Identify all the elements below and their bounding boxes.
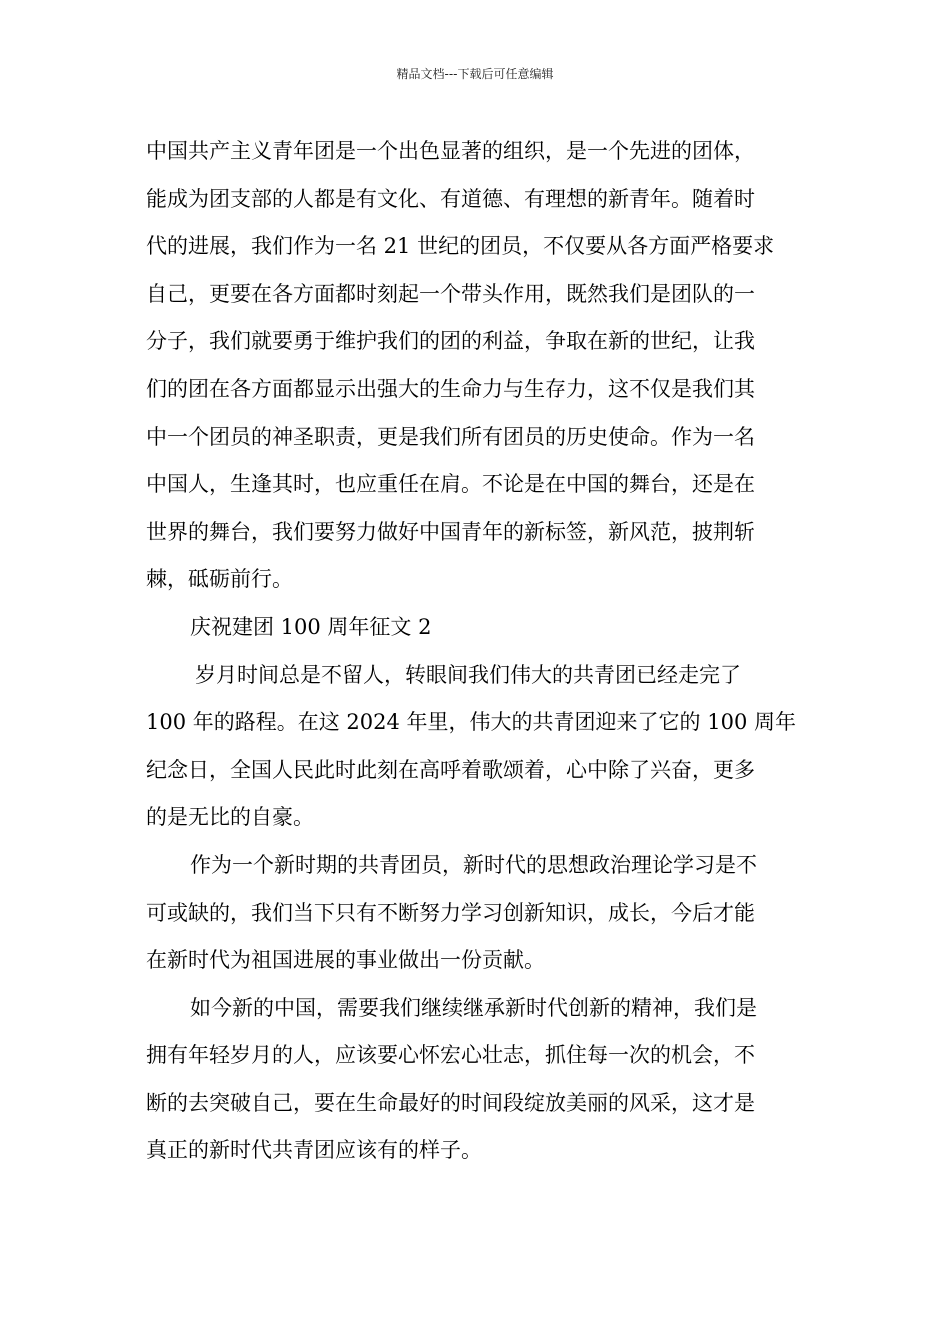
text-line: 们的团在各方面都显示出强大的生命力与生存力，这不仅是我们其 bbox=[146, 376, 755, 401]
text-line: 能成为团支部的人都是有文化、有道德、有理想的新青年。随着时 bbox=[146, 186, 755, 211]
text-line: 中国共产主义青年团是一个出色显著的组织，是一个先进的团体， bbox=[146, 139, 755, 163]
text-line: 如今新的中国，需要我们继续继承新时代创新的精神，我们是 bbox=[190, 995, 757, 1020]
page-header: 精品文档---下载后可任意编辑 bbox=[396, 67, 554, 81]
text-line: 中国人，生逢其时，也应重任在肩。不论是在中国的舞台，还是在 bbox=[146, 472, 755, 497]
text-line: 100 年的路程。在这 2024 年里，伟大的共青团迎来了它的 100 周年 bbox=[146, 710, 796, 735]
text-line: 岁月时间总是不留人，转眼间我们伟大的共青团已经走完了 bbox=[195, 662, 741, 687]
text-line: 棘，砥砺前行。 bbox=[146, 567, 293, 592]
text-line: 世界的舞台，我们要努力做好中国青年的新标签，新风范，披荆斩 bbox=[146, 519, 755, 544]
text-line: 自己，更要在各方面都时刻起一个带头作用，既然我们是团队的一 bbox=[146, 281, 755, 306]
text-line: 真正的新时代共青团应该有的样子。 bbox=[146, 1138, 482, 1163]
text-line: 纪念日，全国人民此时此刻在高呼着歌颂着，心中除了兴奋，更多 bbox=[146, 757, 755, 782]
text-line: 在新时代为祖国进展的事业做出一份贡献。 bbox=[146, 948, 545, 973]
text-line: 作为一个新时期的共青团员，新时代的思想政治理论学习是不 bbox=[190, 852, 757, 877]
text-line: 断的去突破自己，要在生命最好的时间段绽放美丽的风采，这才是 bbox=[146, 1090, 755, 1115]
text-line: 中一个团员的神圣职责，更是我们所有团员的历史使命。作为一名 bbox=[146, 424, 755, 449]
section-title: 庆祝建团 100 周年征文 2 bbox=[190, 614, 432, 639]
text-line: 的是无比的自豪。 bbox=[146, 805, 314, 830]
text-line: 拥有年轻岁月的人，应该要心怀宏心壮志，抓住每一次的机会，不 bbox=[146, 1043, 755, 1068]
document-body bbox=[146, 128, 806, 1175]
text-line: 可或缺的，我们当下只有不断努力学习创新知识，成长，今后才能 bbox=[146, 900, 755, 925]
text-line: 代的进展，我们作为一名 21 世纪的团员，不仅要从各方面严格要求 bbox=[146, 234, 775, 259]
text-line: 分子，我们就要勇于维护我们的团的利益，争取在新的世纪，让我 bbox=[146, 329, 755, 354]
